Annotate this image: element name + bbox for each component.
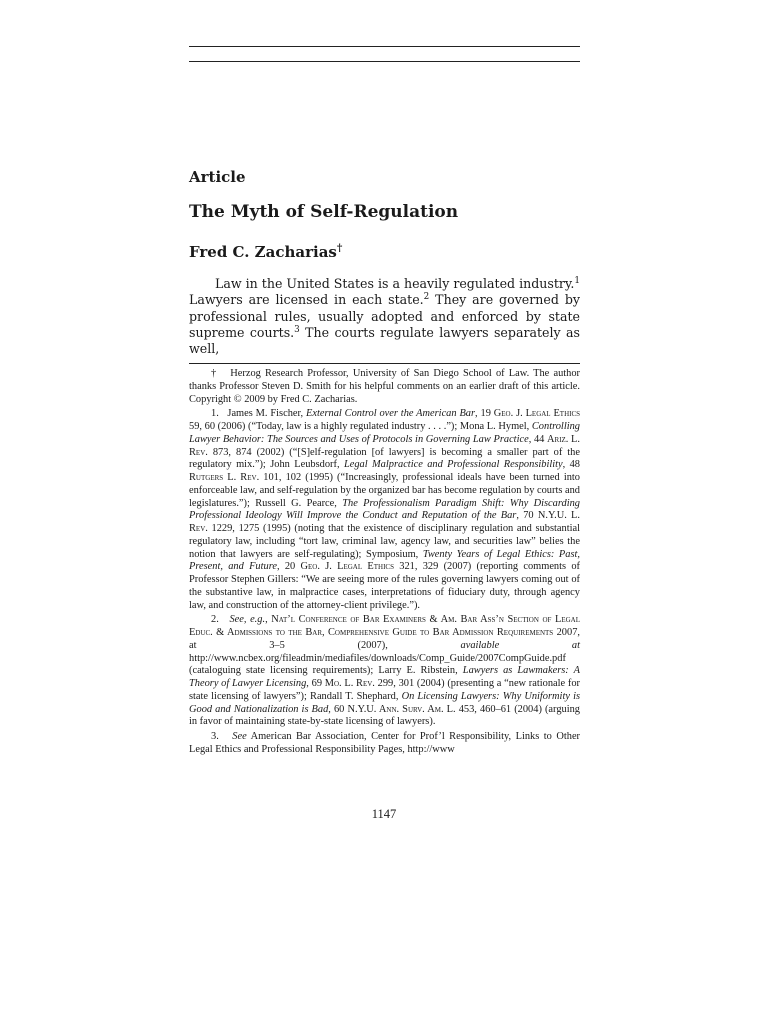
fn-smallcaps: Nat’l Conference of Bar Examiners & Am. Bar Ass’n Section of Legal Educ. & Admissions to the Bar, Comprehensive Guide to Bar Admission Requirements <box>189 614 581 638</box>
fn-text: , 19 <box>475 408 494 420</box>
footnote-text: Herzog Research Professor, University of San Diego School of Law. The author thanks Professor Steven D. Smith for his helpful comments on an earlier draft of this article. Copyright © 2009 by Fred C. Zacharias. <box>189 368 581 405</box>
fn-italic: Legal Malpractice and Professional Responsibility <box>343 459 563 471</box>
footnote-number: 1. <box>211 408 219 420</box>
footnotes <box>189 368 580 759</box>
fn-smallcaps: Ariz. L. Rev. <box>189 433 581 458</box>
body-text-segment: Law in the United States is a heavily regulated industry. <box>215 276 575 291</box>
fn-text: 321, 329 (2007) (reporting comments of Professor Stephen Gillers: “We are seeing more of the rules governing lawyers coming out of the substantive law, in malpractice cases, interpretations of fiduciary duty, through agency law, and construction of the attorney-client privilege.”). <box>189 561 580 611</box>
fn-italic: See, e.g. <box>229 614 266 626</box>
fn-smallcaps: N.Y.U. Ann. Surv. Am. L. <box>347 703 456 715</box>
fn-italic: The Professionalism Paradigm Shift: Why Discarding Professional Ideology Will Improve the Conduct and Reputation of the Bar <box>189 497 580 522</box>
fn-text: , <box>265 614 272 626</box>
footnote-2 <box>189 614 580 729</box>
author-name: Fred C. Zacharias <box>189 243 337 261</box>
fn-italic: Lawyers as Lawmakers: A Theory of Lawyer Licensing <box>189 665 580 689</box>
footnote-number: 2. <box>211 614 219 626</box>
fn-text: 1229, 1275 (1995) (noting that the existence of disciplinary regulation and substantial regulatory law, including “tort law, criminal law, agency law, and securities law” belies the notion that lawyers are self-regulating); Symposium, <box>189 523 580 560</box>
footnote-1 <box>189 408 580 612</box>
fn-text: 2007, at 3–5 (2007), <box>189 627 580 651</box>
fn-italic: Twenty Years of Legal Ethics: Past, Present, and Future <box>189 548 580 573</box>
fn-text: 873, 874 (2002) (“[S]elf-regulation [of lawyers] is becoming a smaller part of the regulatory mix.”); John Leubsdorf, <box>189 446 580 471</box>
fn-text: , 48 <box>562 459 580 471</box>
article-label: Article <box>189 168 246 186</box>
fn-text: 59, 60 (2006) (“Today, law is a highly regulated industry . . . .”); Mona L. Hymel, <box>189 421 532 432</box>
footnote-mark: † <box>211 368 218 379</box>
fn-text: http://www.ncbex.org/fileadmin/mediafiles/downloads/Comp_Guide/2007CompGuide.pdf (cataloguing state licensing requirements); Larry E. Ribstein, <box>189 652 566 677</box>
fn-text: , 70 <box>516 510 538 522</box>
fn-smallcaps: Rutgers L. Rev. <box>189 472 260 483</box>
body-paragraph <box>189 276 580 357</box>
fn-text: , 20 <box>276 561 301 573</box>
top-rule-1 <box>189 46 580 47</box>
body-text <box>189 276 580 357</box>
body-text-segment: They are governed by professional rules, usually adopted and enforced by state supreme courts. <box>189 292 580 340</box>
fn-text: , 60 <box>328 703 348 715</box>
fn-text: 101, 102 (1995) (“Increasingly, professional ideals have been turned into enforceable law, and self-regulation by the organized bar has become regulation by courts and legislatures.”); Russell G. Pearce, <box>189 472 580 509</box>
fn-text: 299, 301 (2004) (presenting a “new rationale for state licensing of lawyers”); Randall T. Shephard, <box>189 678 580 702</box>
footnote-dagger <box>189 368 580 406</box>
footnote-ref-1: 1 <box>574 275 580 286</box>
author-footnote-mark: † <box>336 242 343 254</box>
fn-smallcaps: Geo. J. Legal Ethics <box>300 561 394 573</box>
footnote-separator <box>189 363 580 364</box>
footnote-3 <box>189 731 580 757</box>
fn-italic: available at <box>460 639 580 651</box>
footnote-number: 3. <box>211 731 219 742</box>
fn-smallcaps: Geo. J. Legal Ethics <box>493 408 581 420</box>
body-text-segment: Lawyers are licensed in each state. <box>189 292 424 308</box>
fn-text: American Bar Association, Center for Prof’l Responsibility, Links to Other Legal Ethics and Professional Responsibility Pages, http://www <box>189 731 581 755</box>
fn-italic: On Licensing Lawyers: Why Uniformity is Good and Nationalization is Bad <box>189 690 581 715</box>
fn-text: James M. Fischer, <box>227 408 307 420</box>
fn-smallcaps: Mo. L. Rev. <box>324 678 375 689</box>
fn-italic: External Control over the American Bar <box>306 408 476 420</box>
page-number: 1147 <box>371 807 397 821</box>
fn-text: 453, 460–61 (2004) (arguing in favor of maintaining state-by-state licensing of lawyers). <box>189 703 580 728</box>
footnote-ref-2: 2 <box>423 292 430 303</box>
body-text-segment: The courts regulate lawyers separately as well, <box>189 324 580 357</box>
fn-italic: See <box>232 731 247 742</box>
fn-smallcaps: N.Y.U. L. Rev. <box>189 510 580 534</box>
top-rule-2 <box>189 61 580 62</box>
article-title: The Myth of Self-Regulation <box>189 202 459 222</box>
footnote-ref-3: 3 <box>294 324 300 335</box>
author-line <box>189 243 342 261</box>
fn-text: , 69 <box>306 678 325 689</box>
fn-text: , 44 <box>528 433 548 445</box>
fn-italic: Controlling Lawyer Behavior: The Sources and Uses of Protocols in Governing Law Practice <box>189 421 580 445</box>
